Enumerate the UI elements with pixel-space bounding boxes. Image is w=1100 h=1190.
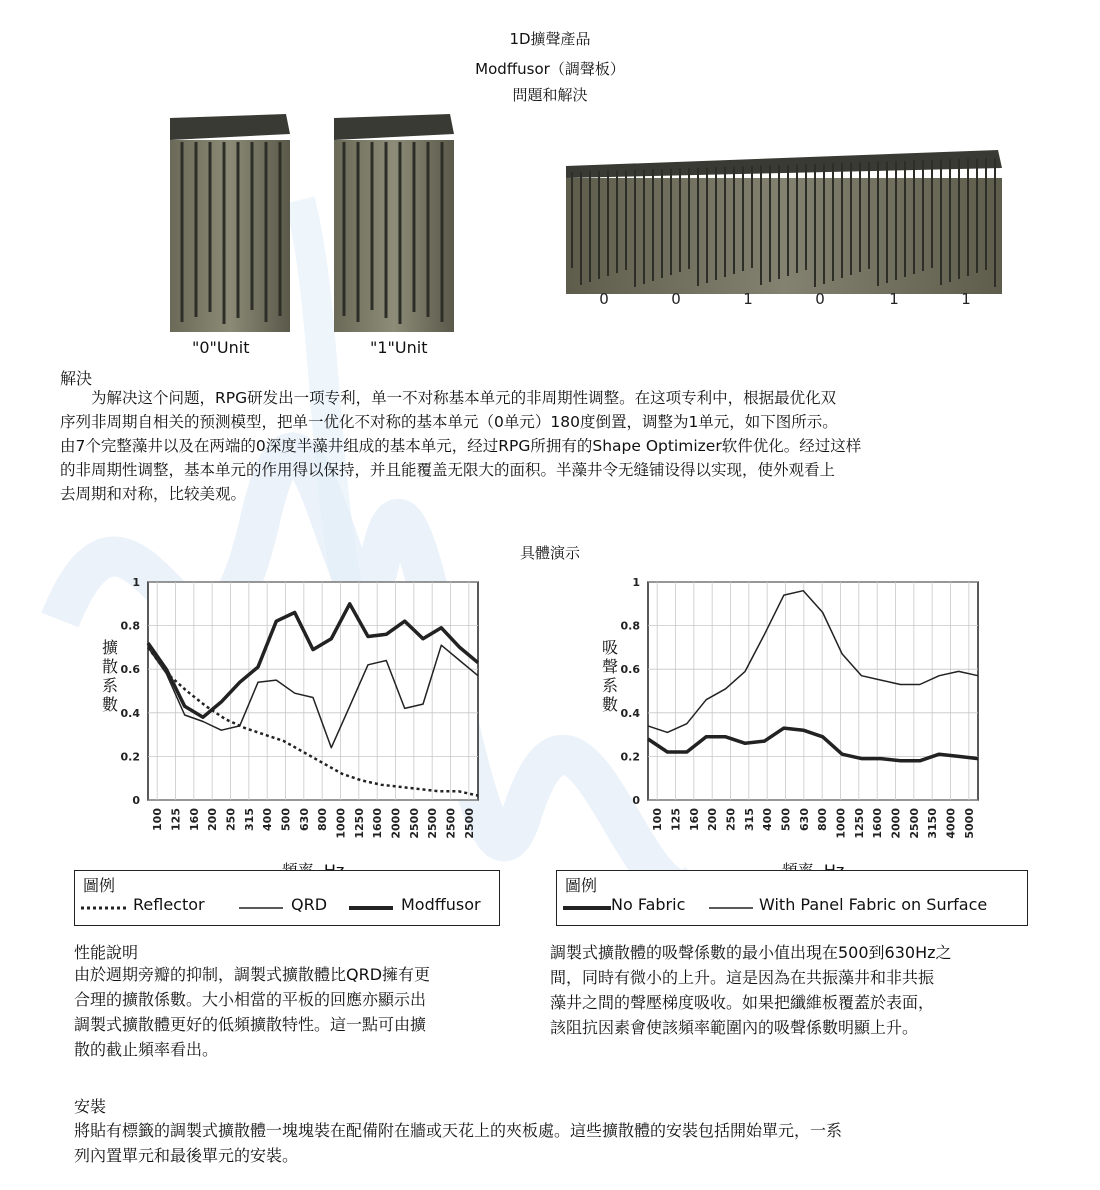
zero-unit-illustration [168, 112, 292, 334]
install-heading: 安裝 [74, 1097, 107, 1116]
sequence-digit: 0 [599, 290, 609, 308]
y-tick-label: 1 [632, 576, 640, 589]
x-tick-label: 1000 [834, 808, 848, 839]
x-tick-label: 500 [779, 808, 793, 831]
solution-line: 的非周期性调整，基本单元的作用得以保持，并且能覆盖无限大的面积。半藻井令无缝铺设得以实现，使外观看上 [60, 461, 836, 479]
plot-frame [648, 582, 978, 800]
solution-paragraph [60, 386, 1060, 506]
x-tick-label: 125 [669, 808, 683, 831]
x-tick-label: 250 [724, 808, 738, 831]
y-tick-label: 0.4 [620, 706, 640, 720]
install-line: 列內置單元和最後單元的安裝。 [74, 1146, 299, 1165]
absorption-coefficient-chart [580, 568, 1000, 868]
one-unit-label: "1"Unit [370, 338, 428, 357]
x-tick-label: 2500 [407, 808, 421, 839]
performance-right-text [550, 940, 1050, 1040]
legend-no-fabric-swatch [563, 904, 611, 912]
legend-qrd-swatch [239, 905, 283, 911]
diffusion-coefficient-chart [80, 568, 500, 868]
x-tick-label: 1600 [371, 808, 385, 839]
legend-diffusion [74, 870, 500, 926]
y-tick-label: 0 [632, 794, 640, 807]
x-tick-label: 2500 [444, 808, 458, 839]
y-tick-label: 1 [132, 576, 140, 589]
y-axis-label: 擴散系數 [102, 638, 119, 714]
x-tick-label: 3150 [926, 808, 940, 839]
x-tick-label: 800 [316, 808, 330, 831]
x-tick-label: 160 [687, 808, 701, 831]
performance-left-line: 合理的擴散係數。大小相當的平板的回應亦顯示出 [74, 990, 427, 1009]
legend-no-fabric-label: No Fabric [611, 895, 686, 914]
legend-title: 圖例 [83, 876, 116, 895]
y-tick-label: 0.2 [620, 750, 640, 764]
legend-title: 圖例 [565, 876, 598, 895]
sequence-digit: 1 [961, 290, 971, 308]
x-tick-label: 2500 [426, 808, 440, 839]
x-tick-label: 200 [706, 808, 720, 831]
legend-qrd-label: QRD [291, 895, 328, 914]
x-tick-label: 1250 [352, 808, 366, 839]
performance-right-line: 調製式擴散體的吸聲係數的最小值出現在500到630Hz之 [550, 943, 952, 962]
x-tick-label: 1600 [871, 808, 885, 839]
performance-right-line: 藻井之間的聲壓梯度吸收。如果把纖維板覆蓋於表面， [550, 993, 935, 1012]
x-tick-label: 160 [187, 808, 201, 831]
one-unit-illustration [332, 112, 456, 334]
x-tick-label: 125 [169, 808, 183, 831]
zero-unit-label: "0"Unit [192, 338, 250, 357]
performance-left-line: 調製式擴散體更好的低頻擴散特性。這一點可由擴 [74, 1015, 427, 1034]
x-tick-label: 800 [816, 808, 830, 831]
performance-right-line: 間，同時有微小的上升。這是因為在共振藻井和非共振 [550, 968, 935, 987]
x-tick-label: 500 [279, 808, 293, 831]
x-tick-label: 630 [797, 808, 811, 831]
y-tick-label: 0.6 [620, 663, 640, 677]
plot-frame [148, 582, 478, 800]
x-tick-label: 200 [206, 808, 220, 831]
product-title: 1D擴聲產品 [509, 30, 591, 48]
solution-heading: 解決 [60, 369, 93, 388]
solution-line: 去周期和对称，比较美观。 [60, 485, 247, 503]
x-tick-label: 1250 [852, 808, 866, 839]
legend-absorption [556, 870, 1028, 926]
x-tick-label: 315 [242, 808, 256, 831]
performance-left-text [74, 962, 534, 1062]
performance-heading: 性能說明 [74, 943, 139, 962]
legend-reflector-label: Reflector [133, 895, 205, 914]
install-line: 將貼有標籤的調製式擴散體一塊塊裝在配備附在牆或天花上的夾板處。這些擴散體的安裝包括開始單元，一系 [74, 1121, 843, 1140]
x-tick-label: 2500 [907, 808, 921, 839]
legend-reflector-swatch [81, 905, 127, 911]
performance-left-line: 由於週期旁瓣的抑制，調製式擴散體比QRD擁有更 [74, 965, 431, 984]
sequence-digit: 1 [743, 290, 753, 308]
section-title-problem-solution: 問題和解決 [512, 86, 588, 104]
legend-with-fabric-swatch [709, 905, 753, 911]
x-tick-label: 400 [261, 808, 275, 831]
product-subtitle: Modffusor（調聲板） [475, 60, 625, 78]
y-tick-label: 0.4 [120, 706, 140, 720]
x-tick-label: 250 [224, 808, 238, 831]
x-tick-label: 1000 [334, 808, 348, 839]
x-tick-label: 4000 [944, 808, 958, 839]
y-axis-label: 吸聲系數 [602, 638, 619, 714]
x-tick-label: 5000 [962, 808, 976, 839]
y-tick-label: 0.8 [120, 619, 140, 633]
x-tick-label: 100 [651, 808, 665, 831]
x-tick-label: 630 [297, 808, 311, 831]
performance-right-line: 該阻抗因素會使該頻率範圍內的吸聲係數明顯上升。 [550, 1018, 919, 1037]
legend-modffusor-label: Modffusor [401, 895, 481, 914]
performance-left-line: 散的截止頻率看出。 [74, 1040, 219, 1059]
y-tick-label: 0.2 [120, 750, 140, 764]
x-tick-label: 315 [742, 808, 756, 831]
x-tick-label: 2000 [389, 808, 403, 839]
y-tick-label: 0.6 [120, 663, 140, 677]
solution-line: 序列非周期自相关的预测模型，把单一优化不对称的基本单元（0单元）180度倒置，调整为1单元，如下图所示。 [60, 413, 838, 431]
x-tick-label: 2500 [462, 808, 476, 839]
sequence-digit: 1 [889, 290, 899, 308]
demo-title: 具體演示 [519, 544, 580, 562]
y-tick-label: 0.8 [620, 619, 640, 633]
x-tick-label: 400 [761, 808, 775, 831]
x-tick-label: 100 [151, 808, 165, 831]
sequence-digit: 0 [671, 290, 681, 308]
sequence-panel-illustration [562, 148, 1004, 296]
legend-modffusor-swatch [349, 904, 393, 912]
install-text [74, 1118, 1074, 1168]
solution-line: 由7个完整藻井以及在两端的0深度半藻井组成的基本单元，经过RPG所拥有的Shape Optimizer软件优化。经过这样 [60, 437, 862, 455]
legend-with-fabric-label: With Panel Fabric on Surface [759, 895, 988, 914]
x-tick-label: 2000 [889, 808, 903, 839]
y-tick-label: 0 [132, 794, 140, 807]
solution-line: 为解决这个问题，RPG研发出一项专利，单一不对称基本单元的非周期性调整。在这项专利中，根据最优化双 [60, 389, 837, 407]
sequence-digit: 0 [815, 290, 825, 308]
